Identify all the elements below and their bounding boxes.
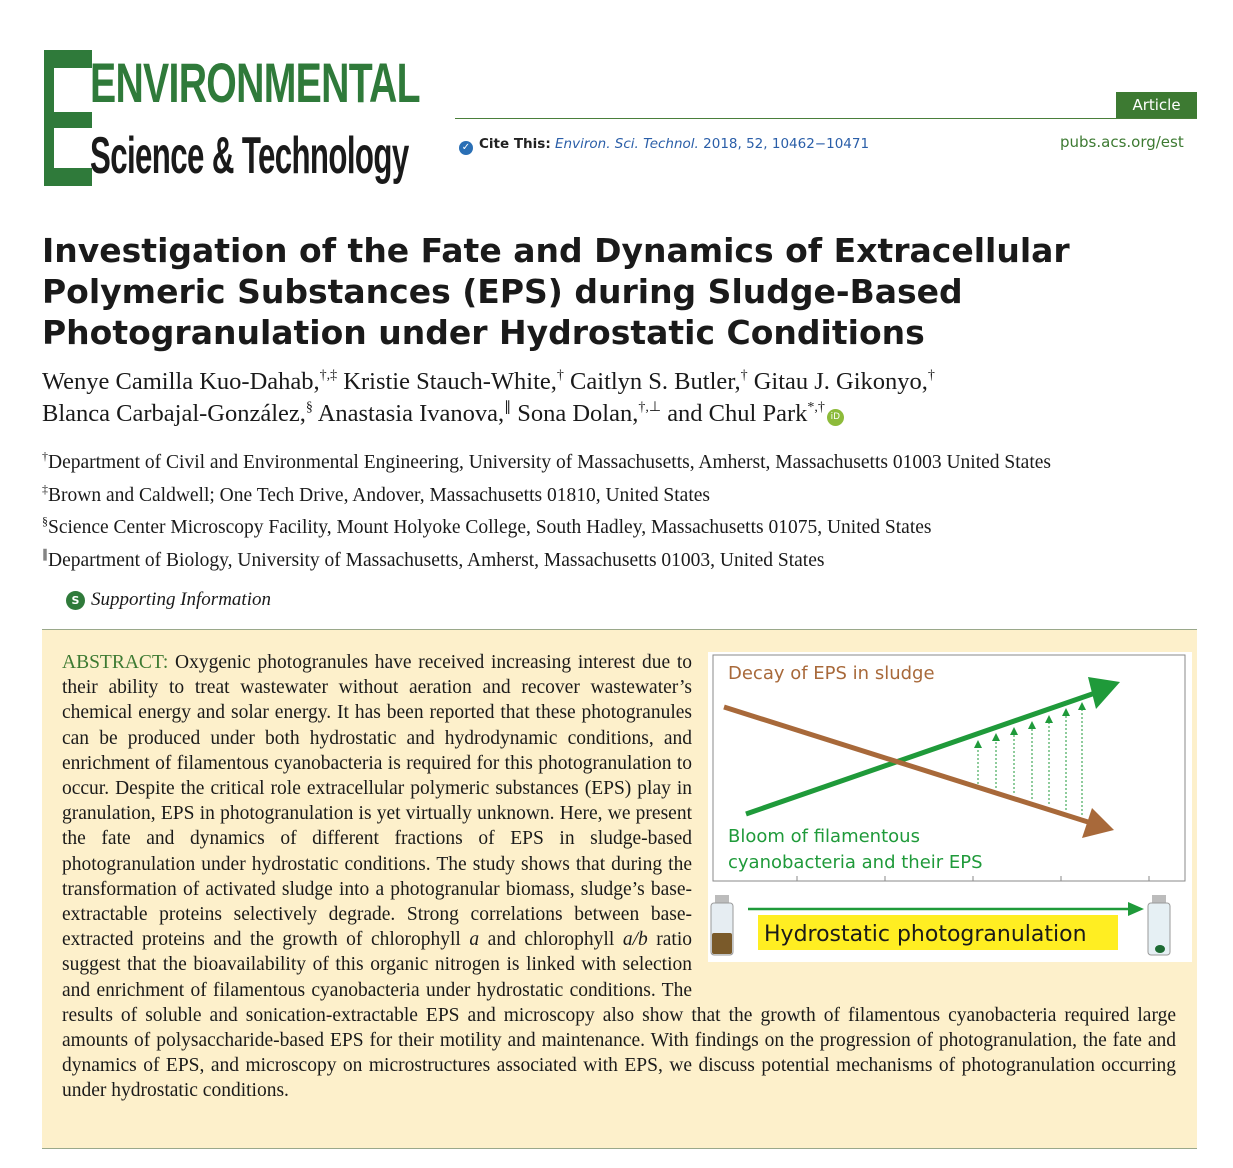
check-icon: ✓ [459,141,473,155]
affiliation: ∥Department of Biology, University of Massachusetts, Amherst, Massachusetts 01003, United States [42,546,825,571]
journal-logo [44,50,444,205]
cite-this[interactable] [459,136,869,155]
journal-url[interactable]: pubs.acs.org/est [1060,133,1184,151]
cite-label: Cite This: [479,136,551,152]
supporting-info-icon: S [66,591,85,610]
orcid-icon[interactable]: iD [827,409,844,426]
author[interactable]: Sona Dolan,†,⊥ [517,400,662,427]
abstract-panel [42,629,1197,1149]
abstract-text: ABSTRACT: Oxygenic photogranules have received increasing interest due to their ability to treat wastewater without aeration and recover wastewater’s chemical energy and solar energy. It has been reported that these photogranules can be produced under both hydrostatic and hydrodynamic conditions, and enrichment of filamentous cyanobacteria is required for this photogranulation to occur. Despite the critical role extracellular polymeric substances (EPS) play in granulation, EPS in photogranulation is yet virtually unknown. Here, we present the fate and dynamics of different fractions of EPS in sludge-based photogranulation under hydrostatic conditions. The study shows that during the transformation of activated sludge into a photogranular biomass, sludge’s base-extractable proteins selectively degrade. Strong correlations between base-extracted proteins and the growth of chlorophyll a and chlorophyll a/b ratio suggest that the bioavailability of this organic nitrogen is linked with selection and enrichment of filamentous cyanobacteria under hydrostatic conditions. The results of soluble and sonication-extractable EPS and microscopy also show that the growth of filamentous cyanobacteria required large amounts of polysaccharide-based EPS for their motility and maintenance. With findings on the progression of photogranulation, the fate and dynamics of EPS, and microscopy on microstructures associated with EPS, we discuss potential mechanisms of photogranulation occurring under hydrostatic conditions. [62,652,1176,1102]
sludge-vial-icon [711,895,733,955]
article-type-badge: Article [1116,92,1197,118]
cite-journal: Environ. Sci. Technol. [555,136,699,152]
cite-details: 2018, 52, 10462−10471 [698,136,870,152]
decay-label: Decay of EPS in sludge [728,663,935,684]
author[interactable]: Kristie Stauch-White,† [343,368,564,395]
toc-graphic [708,652,1192,962]
cite-reference[interactable] [555,136,869,152]
author[interactable]: Anastasia Ivanova,∥ [317,400,512,427]
bloom-label-line1: Bloom of filamentous [728,826,920,847]
logo-line-1: ENVIRONMENTAL [90,51,420,114]
article-title: Investigation of the Fate and Dynamics of Extracellular Polymeric Substances (EPS) during Sludge-Based Photogranulation under Hydrostatic Conditions [42,231,1070,352]
author[interactable]: Blanca Carbajal-González,§ [42,400,313,427]
author[interactable]: and Chul Park*,† [667,400,825,427]
logo-e-mark [44,50,92,186]
supporting-info-label: Supporting Information [91,589,271,610]
header-rule [455,118,1197,119]
process-arrowhead [1128,902,1144,916]
affiliation: §Science Center Microscopy Facility, Mount Holyoke College, South Hadley, Massachusetts 01075, United States [42,514,932,538]
author[interactable]: Wenye Camilla Kuo-Dahab,†,‡ [42,368,338,395]
process-label: Hydrostatic photogranulation [764,922,1087,947]
abstract-label: ABSTRACT: [62,652,169,673]
author-list [42,366,1212,430]
bloom-label-line2: cyanobacteria and their EPS [728,852,983,873]
affiliation: ‡Brown and Caldwell; One Tech Drive, Andover, Massachusetts 01810, United States [42,481,711,506]
supporting-information-link[interactable] [66,589,271,611]
toc-frame [713,655,1185,881]
logo-line-2: Science & Technology [90,127,409,185]
affiliation-list [42,450,1212,580]
author[interactable]: Gitau J. Gikonyo,† [753,368,935,395]
affiliation: †Department of Civil and Environmental Engineering, University of Massachusetts, Amherst, Massachusetts 01003 United States [42,449,1051,473]
granule-vial-icon [1148,895,1170,955]
author[interactable]: Caitlyn S. Butler,† [570,368,748,395]
